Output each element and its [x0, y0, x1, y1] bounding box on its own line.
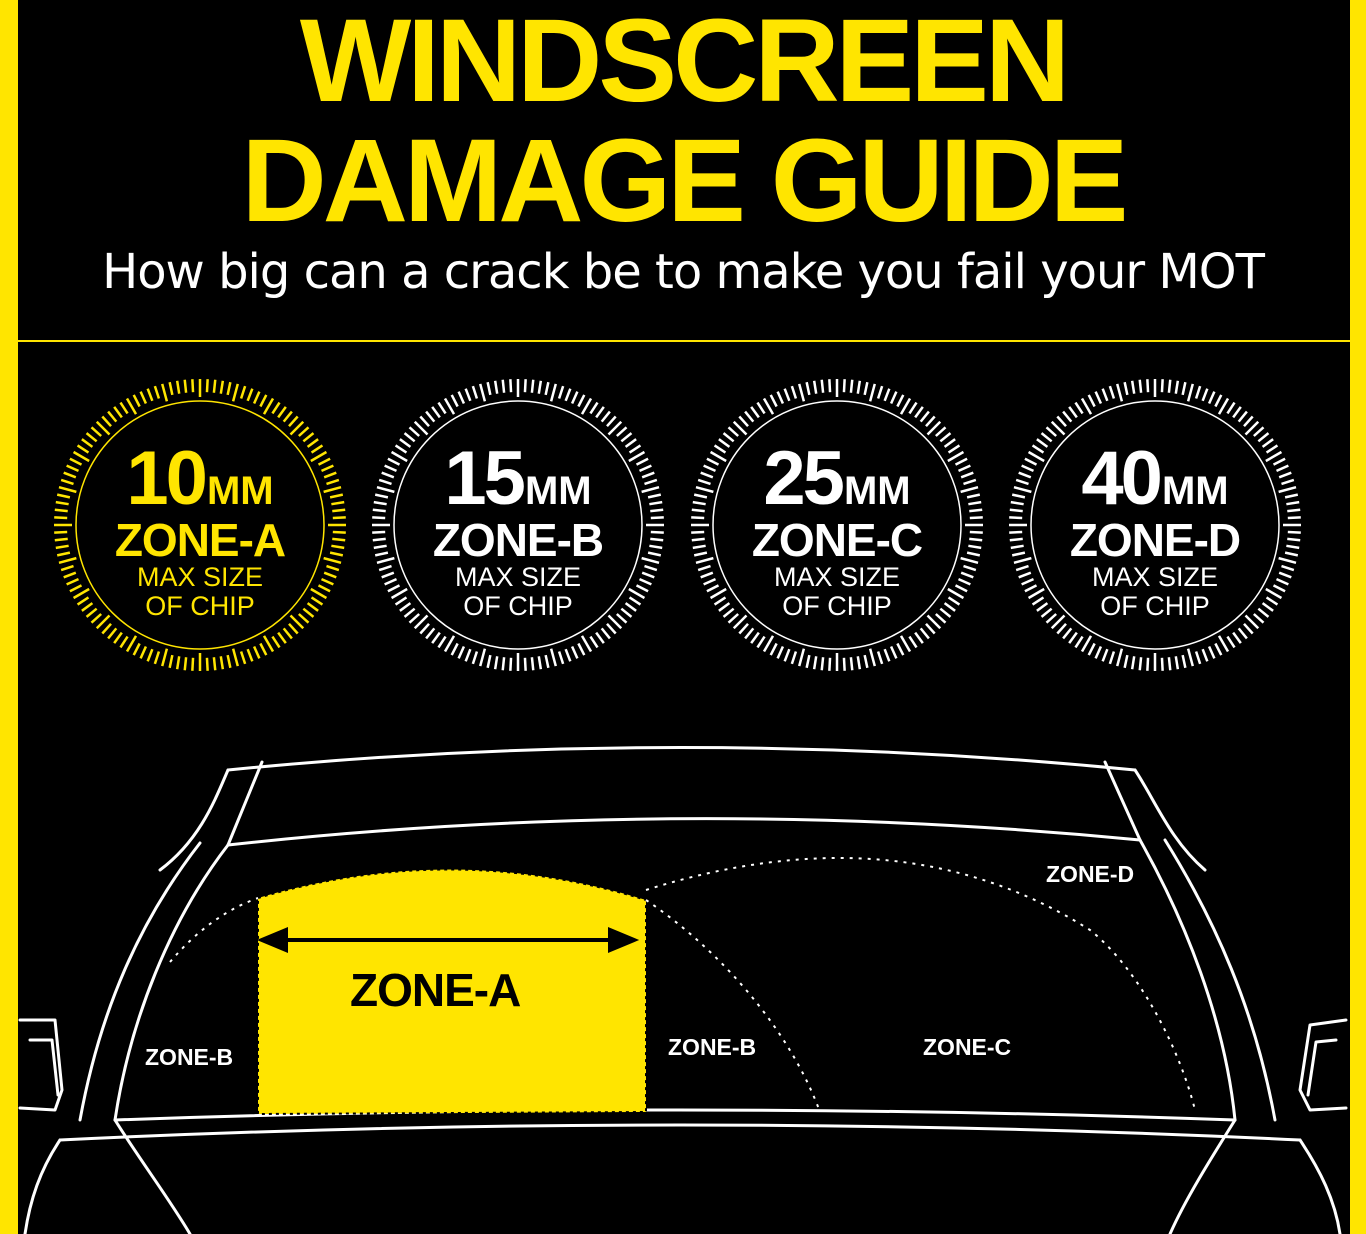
ring-tick	[751, 633, 759, 644]
header-divider	[18, 340, 1350, 342]
ring-tick	[108, 628, 116, 638]
ring-tick	[814, 381, 816, 394]
ring-tick	[1089, 644, 1095, 656]
ring-tick	[228, 382, 231, 395]
ring-tick	[785, 389, 790, 401]
ring-tick	[1176, 656, 1178, 669]
ring-tick	[127, 636, 136, 652]
ring-tick	[162, 384, 167, 401]
windscreen-top	[228, 819, 1140, 845]
ring-tick	[926, 624, 935, 634]
ring-tick	[466, 389, 471, 401]
ring-tick	[284, 628, 292, 638]
ring-tick	[1132, 656, 1134, 669]
ring-tick	[177, 656, 179, 669]
ring-tick	[1244, 417, 1253, 427]
ring-tick	[757, 403, 764, 414]
ring-tick	[1110, 386, 1114, 398]
mirror-right-inner	[1308, 1040, 1336, 1095]
ring-tick	[221, 381, 223, 394]
ring-tick	[901, 636, 910, 652]
ring-tick	[551, 649, 556, 666]
ring-tick	[559, 651, 563, 663]
ring-tick	[459, 392, 464, 404]
ring-tick	[503, 657, 504, 670]
ring-tick	[214, 657, 215, 670]
ring-tick	[596, 407, 604, 418]
ring-tick	[1082, 399, 1091, 415]
ring-tick	[785, 649, 790, 661]
ring-tick	[822, 657, 823, 670]
badge-zone: ZONE-C	[751, 514, 923, 566]
ring-tick	[1162, 658, 1163, 671]
ring-tick	[192, 379, 193, 392]
ring-tick	[771, 395, 777, 407]
ring-tick	[1227, 637, 1234, 648]
badge-caption-2: OF CHIP	[463, 591, 573, 621]
ring-tick	[1219, 636, 1228, 652]
ring-tick	[473, 651, 477, 663]
ring-tick	[438, 637, 445, 648]
ring-tick	[185, 380, 186, 393]
ring-tick	[510, 379, 511, 392]
ring-tick	[921, 412, 929, 422]
badge-size	[368, 435, 668, 522]
ring-tick	[1215, 395, 1221, 407]
ring-tick	[495, 381, 497, 394]
badge-unit: MM	[843, 469, 911, 513]
a-pillar-right-inner	[1165, 840, 1275, 1120]
ring-tick	[1096, 647, 1101, 659]
title-line-2: DAMAGE GUIDE	[241, 115, 1125, 247]
ring-tick	[488, 382, 491, 395]
ring-tick	[1233, 407, 1241, 418]
ring-tick	[241, 651, 245, 663]
ring-tick	[432, 407, 440, 418]
ring-tick	[289, 417, 298, 427]
badge-caption-2: OF CHIP	[1100, 591, 1210, 621]
ring-tick	[572, 647, 577, 659]
ring-tick	[926, 417, 935, 427]
ring-tick	[792, 651, 796, 663]
ring-tick	[1196, 386, 1200, 398]
ring-tick	[162, 649, 167, 666]
ring-tick	[102, 624, 111, 634]
ring-tick	[596, 633, 604, 644]
ring-tick	[1147, 658, 1148, 671]
a-pillar-right-outer	[1135, 770, 1205, 870]
ring-tick	[878, 651, 882, 663]
ring-tick	[1082, 636, 1091, 652]
ring-tick	[778, 647, 783, 659]
badge-number: 40	[1081, 436, 1160, 521]
badge-caption-1: MAX SIZE	[454, 562, 582, 592]
ring-tick	[207, 379, 208, 392]
badge-number: 10	[126, 436, 205, 521]
ring-tick	[1132, 381, 1134, 394]
ring-tick	[432, 633, 440, 644]
ring-tick	[155, 651, 159, 663]
ring-tick	[909, 637, 916, 648]
ring-tick	[1057, 624, 1066, 634]
badge-number: 15	[444, 436, 523, 521]
badge-caption-1: MAX SIZE	[773, 562, 901, 592]
ring-tick	[1188, 384, 1193, 401]
ring-tick	[1125, 655, 1128, 668]
ring-tick	[915, 633, 923, 644]
ring-tick	[228, 655, 231, 668]
ring-tick	[878, 386, 882, 398]
ring-tick	[915, 407, 923, 418]
ring-tick	[1203, 389, 1208, 401]
ring-tick	[108, 412, 116, 422]
ring-tick	[829, 658, 830, 671]
ring-tick	[1169, 657, 1170, 670]
ring-tick	[289, 624, 298, 634]
ring-tick	[1057, 417, 1066, 427]
badge-zone: ZONE-A	[114, 514, 286, 566]
ring-tick	[751, 407, 759, 418]
ring-tick	[1162, 379, 1163, 392]
badge-zone-a	[50, 375, 350, 675]
ring-tick	[1239, 412, 1247, 422]
ring-tick	[757, 637, 764, 648]
ring-tick	[525, 379, 526, 392]
ring-tick	[572, 392, 577, 404]
ring-tick	[438, 403, 445, 414]
ring-tick	[495, 656, 497, 669]
badge-size	[50, 435, 350, 522]
zone-b-right-boundary	[646, 900, 820, 1112]
ring-tick	[807, 382, 810, 395]
ring-tick	[1239, 628, 1247, 638]
windscreen-diagram	[0, 700, 1366, 1234]
ring-tick	[814, 656, 816, 669]
ring-tick	[120, 403, 127, 414]
ring-tick	[480, 649, 485, 666]
ring-tick	[114, 633, 122, 644]
ring-tick	[1176, 381, 1178, 394]
ring-tick	[127, 399, 136, 415]
ring-tick	[829, 379, 830, 392]
ring-tick	[559, 386, 563, 398]
ring-tick	[148, 649, 153, 661]
ring-tick	[221, 656, 223, 669]
ring-tick	[1196, 651, 1200, 663]
subtitle: How big can a crack be to make you fail your MOT	[102, 244, 1264, 300]
ring-tick	[1117, 384, 1122, 401]
ring-tick	[120, 637, 127, 648]
ring-tick	[1125, 382, 1128, 395]
badge-unit: MM	[206, 469, 274, 513]
ring-tick	[177, 381, 179, 394]
ring-tick	[764, 399, 773, 415]
ring-tick	[1110, 651, 1114, 663]
ring-tick	[170, 382, 173, 395]
windscreen-right	[1140, 840, 1235, 1120]
badge-zone-d	[1005, 375, 1305, 675]
ring-tick	[426, 412, 434, 422]
badge-caption-1: MAX SIZE	[136, 562, 264, 592]
ring-tick	[771, 644, 777, 656]
badge-unit: MM	[1161, 469, 1229, 513]
ring-tick	[260, 644, 266, 656]
ring-tick	[1140, 380, 1141, 393]
ring-tick	[739, 624, 748, 634]
ring-tick	[473, 386, 477, 398]
ring-tick	[1169, 380, 1170, 393]
ring-tick	[278, 633, 286, 644]
ring-tick	[248, 389, 253, 401]
mirror-right	[1300, 1020, 1346, 1110]
ring-tick	[897, 395, 903, 407]
ring-tick	[260, 395, 266, 407]
ring-tick	[865, 655, 868, 668]
ring-tick	[452, 644, 458, 656]
ring-tick	[1089, 395, 1095, 407]
ring-tick	[778, 392, 783, 404]
badge-size	[1005, 435, 1305, 522]
zone-b-left-label: ZONE-B	[145, 1044, 234, 1070]
ring-tick	[578, 395, 584, 407]
windscreen-left	[115, 845, 228, 1120]
ring-tick	[539, 381, 541, 394]
badge-unit: MM	[524, 469, 592, 513]
ring-tick	[566, 389, 571, 401]
ring-tick	[885, 649, 890, 661]
ring-tick	[851, 657, 852, 670]
ring-tick	[148, 389, 153, 401]
title-line-1: WINDSCREEN	[299, 0, 1067, 127]
ring-tick	[739, 417, 748, 427]
ring-tick	[532, 657, 533, 670]
ring-tick	[607, 417, 616, 427]
zone-d-label: ZONE-D	[1046, 861, 1135, 887]
ring-tick	[921, 628, 929, 638]
ring-tick	[1188, 649, 1193, 666]
ring-tick	[590, 403, 597, 414]
ring-tick	[1183, 382, 1186, 395]
ring-tick	[155, 386, 159, 398]
ring-tick	[264, 399, 273, 415]
mirror-left-inner	[30, 1040, 58, 1095]
badge-zone-b	[368, 375, 668, 675]
badge-number: 25	[763, 436, 842, 521]
ring-tick	[134, 644, 140, 656]
badge-zone: ZONE-B	[432, 514, 604, 566]
ring-tick	[459, 647, 464, 659]
roof-edge	[228, 748, 1135, 771]
zone-c-label: ZONE-C	[923, 1034, 1012, 1060]
ring-tick	[185, 657, 186, 670]
roof-right-corner	[1105, 762, 1140, 840]
ring-tick	[745, 628, 753, 638]
ring-tick	[445, 399, 454, 415]
a-pillar-left-inner	[80, 843, 200, 1120]
ring-tick	[1183, 655, 1186, 668]
ring-tick	[539, 656, 541, 669]
ring-tick	[901, 399, 910, 415]
ring-tick	[1215, 644, 1221, 656]
ring-tick	[532, 380, 533, 393]
ring-tick	[1103, 389, 1108, 401]
ring-tick	[114, 407, 122, 418]
ring-tick	[233, 649, 238, 666]
badge-size	[687, 435, 987, 522]
ring-tick	[1063, 628, 1071, 638]
ring-tick	[602, 628, 610, 638]
ring-tick	[426, 628, 434, 638]
ring-tick	[582, 636, 591, 652]
ring-tick	[822, 380, 823, 393]
ring-tick	[590, 637, 597, 648]
ring-tick	[546, 382, 549, 395]
ring-tick	[264, 636, 273, 652]
ring-tick	[134, 395, 140, 407]
ring-tick	[1233, 633, 1241, 644]
ring-tick	[607, 624, 616, 634]
roof-left-corner	[228, 762, 262, 845]
ring-tick	[1117, 649, 1122, 666]
ring-tick	[897, 644, 903, 656]
badge-caption-1: MAX SIZE	[1091, 562, 1219, 592]
ring-tick	[254, 392, 259, 404]
ring-tick	[870, 384, 875, 401]
ring-tick	[1244, 624, 1253, 634]
ring-tick	[480, 384, 485, 401]
ring-tick	[870, 649, 875, 666]
badge-caption-2: OF CHIP	[782, 591, 892, 621]
ring-tick	[799, 384, 804, 401]
ring-tick	[1075, 637, 1082, 648]
ring-tick	[420, 624, 429, 634]
ring-tick	[578, 644, 584, 656]
ring-tick	[909, 403, 916, 414]
ring-tick	[272, 403, 279, 414]
ring-tick	[284, 412, 292, 422]
ring-tick	[1209, 392, 1214, 404]
ring-tick	[1103, 649, 1108, 661]
ring-tick	[792, 386, 796, 398]
ring-tick	[248, 649, 253, 661]
ring-tick	[445, 636, 454, 652]
ring-tick	[851, 380, 852, 393]
ring-tick	[254, 647, 259, 659]
ring-tick	[844, 658, 845, 671]
ring-tick	[891, 647, 896, 659]
bonnet-left	[25, 1140, 60, 1234]
ring-tick	[510, 658, 511, 671]
zone-b-right-label: ZONE-B	[668, 1034, 757, 1060]
ring-tick	[1147, 379, 1148, 392]
ring-tick	[102, 417, 111, 427]
ring-tick	[858, 381, 860, 394]
zone-b-left-boundary	[170, 898, 258, 962]
ring-tick	[546, 655, 549, 668]
badge-caption-2: OF CHIP	[145, 591, 255, 621]
ring-tick	[1069, 407, 1077, 418]
ring-tick	[566, 649, 571, 661]
bonnet-right	[1300, 1140, 1340, 1234]
ring-tick	[1140, 657, 1141, 670]
ring-tick	[1075, 403, 1082, 414]
a-pillar-left-outer	[160, 770, 228, 870]
ring-tick	[170, 655, 173, 668]
zone-a-label: ZONE-A	[350, 964, 521, 1016]
ring-tick	[503, 380, 504, 393]
ring-tick	[807, 655, 810, 668]
ring-tick	[452, 395, 458, 407]
ring-tick	[551, 384, 556, 401]
ring-tick	[799, 649, 804, 666]
ring-tick	[844, 379, 845, 392]
ring-tick	[865, 382, 868, 395]
ring-tick	[1227, 403, 1234, 414]
badge-zone-c	[687, 375, 987, 675]
ring-tick	[207, 658, 208, 671]
ring-tick	[241, 386, 245, 398]
ring-tick	[764, 636, 773, 652]
ring-tick	[1203, 649, 1208, 661]
ring-tick	[1096, 392, 1101, 404]
ring-tick	[1063, 412, 1071, 422]
ring-tick	[466, 649, 471, 661]
ring-tick	[1209, 647, 1214, 659]
ring-tick	[192, 658, 193, 671]
ring-tick	[1219, 399, 1228, 415]
ring-tick	[233, 384, 238, 401]
ring-tick	[525, 658, 526, 671]
ring-tick	[885, 389, 890, 401]
ring-tick	[582, 399, 591, 415]
ring-tick	[488, 655, 491, 668]
zone-c-boundary	[646, 858, 1195, 1110]
ring-tick	[602, 412, 610, 422]
ring-tick	[141, 647, 146, 659]
ring-tick	[272, 637, 279, 648]
ring-tick	[420, 417, 429, 427]
ring-tick	[214, 380, 215, 393]
ring-tick	[745, 412, 753, 422]
badge-zone: ZONE-D	[1069, 514, 1241, 566]
ring-tick	[891, 392, 896, 404]
ring-tick	[141, 392, 146, 404]
ring-tick	[278, 407, 286, 418]
ring-tick	[1069, 633, 1077, 644]
bonnet-top	[60, 1125, 1300, 1140]
ring-tick	[858, 656, 860, 669]
